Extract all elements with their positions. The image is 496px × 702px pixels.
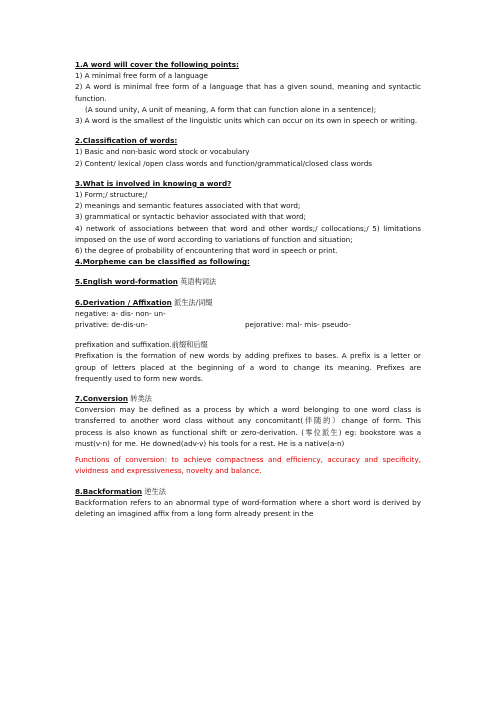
section-6-heading: 6.Derivation / Affixation — [75, 297, 172, 307]
section-5-heading: 5.English word-formation — [75, 277, 178, 287]
section-1-line-2: 2) A word is minimal free form of a language that has a given sound, meaning and syntactic function. — [75, 82, 421, 103]
section-6-privative: privative: de-dis-un- — [75, 320, 148, 330]
section-2-heading: 2.Classification of words: — [75, 136, 178, 146]
section-6-line-4: Prefixation is the formation of new words by adding prefixes to bases. A prefix is a letter or group of letters placed at the beginning of a word to change its meaning. Prefixes are frequently used to form new words. — [75, 351, 421, 383]
section-6-pejorative: pejorative: mal- mis- pseudo- — [245, 320, 351, 330]
section-2-line-1: 1) Basic and non-basic word stock or vocabulary — [75, 147, 250, 157]
section-6-heading-line — [75, 297, 421, 308]
section-3-line-3: 3) grammatical or syntactic behavior associated with that word; — [75, 212, 306, 222]
section-3-line-4: 4) network of associations between that word and other words;/ collocations;/ 5) limitations imposed on the use of word according to variations of function and situation; — [75, 223, 421, 244]
section-1-heading: 1.A word will cover the following points: — [75, 60, 239, 69]
section-3-line-5: 6) the degree of probability of encountering that word in speech or print. — [75, 246, 338, 256]
section-4-heading: 4.Morpheme can be classified as following: — [75, 257, 250, 267]
document-content — [75, 59, 421, 519]
section-6-line-1: negative: a- dis- non- un- — [75, 308, 166, 318]
section-3-line-1: 1) Form;/ structure;/ — [75, 190, 148, 200]
section-8-heading: 8.Backformation — [75, 486, 143, 496]
section-5-heading-cn: 英语构词法 — [180, 277, 217, 287]
section-7-heading-line — [75, 393, 421, 404]
section-7-heading: 7.Conversion — [75, 394, 128, 404]
section-1-line-4: 3) A word is the smallest of the linguistic units which can occur on its own in speech or writing. — [75, 116, 418, 126]
section-1-line-3: (A sound unity, A unit of meaning, A form that can function alone in a sentence); — [85, 104, 377, 114]
section-1-line-1: 1) A minimal free form of a language — [75, 71, 208, 81]
section-3-heading: 3.What is involved in knowing a word? — [75, 178, 232, 188]
section-7-heading-cn: 转类法 — [130, 394, 152, 404]
section-7-functions: Functions of conversion: to achieve compactness and efficiency, accuracy and specificity, vividness and expressiveness, novelty and balance. — [75, 455, 421, 476]
section-8-line-1: Backformation refers to an abnormal type of word-formation where a short word is derived by deleting an imagined affix from a long form already present in the — [75, 497, 421, 518]
section-5-heading-line — [75, 276, 421, 287]
section-6-line-3: prefixation and suffixation.前缀和后缀 — [75, 340, 208, 350]
section-6-line-2 — [75, 319, 421, 330]
section-8-heading-cn: 逆生法 — [144, 486, 166, 496]
section-8-heading-line — [75, 486, 421, 497]
section-2-line-2: 2) Content/ lexical /open class words and function/grammatical/closed class words — [75, 158, 373, 168]
section-7-line-1: Conversion may be defined as a process by which a word belonging to one word class is transferred to another word class without any concomitant(伴随的）change of form. This process is also known as functional shift or zero-derivation. (零位派生) eg: bookstore was a must(v-n) for me. He downed(adv-v) his tools for a rest. He is a native(a-n) — [75, 405, 421, 448]
section-6-heading-cn: 派生法/词缀 — [174, 297, 213, 307]
section-3-line-2: 2) meanings and semantic features associated with that word; — [75, 201, 301, 211]
